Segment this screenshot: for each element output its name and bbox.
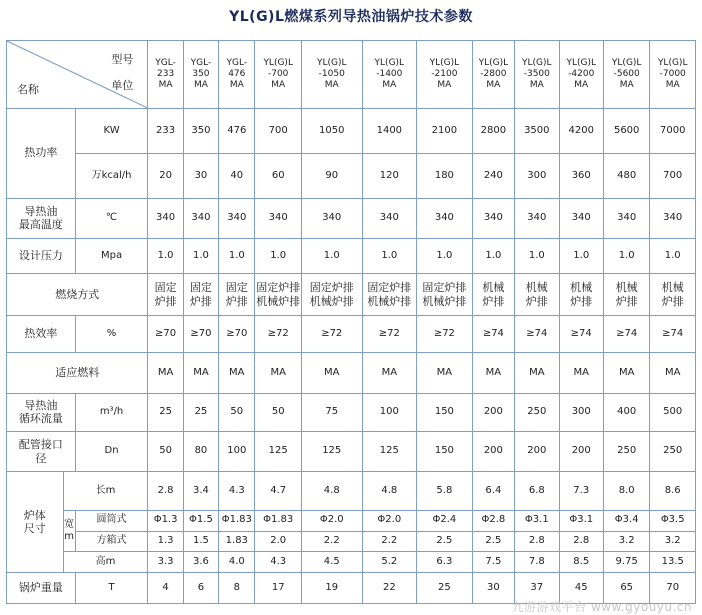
height-value: 8.5	[559, 552, 603, 573]
box-value: 3.2	[603, 531, 649, 552]
cylinder-label: 圆筒式	[75, 510, 148, 531]
length-value: 4.3	[219, 472, 255, 510]
max-temp-value: 340	[515, 198, 559, 239]
weight-value: 17	[255, 573, 301, 604]
efficiency-value: ≥72	[301, 315, 362, 352]
flow-unit: m³/h	[75, 393, 148, 431]
flow-value: 300	[559, 393, 603, 431]
model-line: YGL-	[190, 57, 212, 68]
efficiency-value: ≥74	[559, 315, 603, 352]
flow-label	[7, 393, 76, 431]
combustion-line: 炉排	[570, 294, 593, 308]
pipe-label	[7, 431, 76, 472]
fuel-value: MA	[362, 353, 417, 394]
kcal-value: 120	[362, 153, 417, 198]
spec-table	[6, 40, 696, 604]
fuel-value: MA	[148, 353, 183, 394]
kw-value: 233	[148, 108, 183, 153]
pipe-value: 250	[603, 431, 649, 472]
combustion-line: 机械	[570, 280, 593, 294]
cylinder-value: Φ1.83	[255, 510, 301, 531]
kcal-value: 700	[650, 153, 696, 198]
model-line: YL(G)L	[478, 57, 509, 68]
fuel-value: MA	[515, 353, 559, 394]
max-temp-value: 340	[362, 198, 417, 239]
kcal-value: 240	[472, 153, 514, 198]
pipe-value: 250	[650, 431, 696, 472]
max-temp-unit: ℃	[75, 198, 148, 239]
height-value: 4.5	[301, 552, 362, 573]
width-label	[63, 510, 75, 552]
width-line: m	[64, 531, 74, 543]
model-line: YL(G)L	[566, 57, 596, 68]
header-name-label: 名称	[17, 83, 39, 96]
height-value: 13.5	[650, 552, 696, 573]
model-line: MA	[665, 80, 680, 91]
efficiency-value: ≥70	[148, 315, 183, 352]
weight-value: 22	[362, 573, 417, 604]
flow-value: 250	[515, 393, 559, 431]
box-value: 1.5	[183, 531, 218, 552]
length-value: 8.6	[650, 472, 696, 510]
combustion-value	[219, 274, 255, 316]
box-value: 2.2	[362, 531, 417, 552]
table-row	[7, 198, 696, 239]
model-line: MA	[486, 80, 501, 91]
efficiency-value: ≥74	[515, 315, 559, 352]
model-line: -1050	[318, 68, 345, 79]
design-pressure-value: 1.0	[255, 239, 301, 274]
model-header	[148, 41, 183, 109]
design-pressure-value: 1.0	[148, 239, 183, 274]
weight-value: 37	[515, 573, 559, 604]
header-type-label: 型号	[111, 53, 134, 66]
length-value: 4.8	[301, 472, 362, 510]
weight-value: 6	[183, 573, 218, 604]
model-line: -4200	[568, 68, 595, 79]
kw-value: 476	[219, 108, 255, 153]
kcal-value: 40	[219, 153, 255, 198]
model-line: MA	[158, 80, 173, 91]
model-header	[219, 41, 255, 109]
length-value: 7.3	[559, 472, 603, 510]
height-value: 7.5	[472, 552, 514, 573]
table-row	[7, 510, 696, 531]
combustion-line: 机械	[525, 280, 548, 294]
combustion-value	[148, 274, 183, 316]
cylinder-value: Φ1.3	[148, 510, 183, 531]
kw-value: 4200	[559, 108, 603, 153]
table-row	[7, 315, 696, 352]
weight-value: 25	[417, 573, 473, 604]
kw-value: 3500	[515, 108, 559, 153]
model-line: YL(G)L	[522, 57, 552, 68]
cylinder-value: Φ2.0	[362, 510, 417, 531]
header-unit-label: 单位	[111, 79, 134, 92]
max-temp-value: 340	[148, 198, 183, 239]
flow-value: 100	[362, 393, 417, 431]
cylinder-value: Φ1.83	[219, 510, 255, 531]
combustion-line: 炉排	[154, 294, 177, 308]
table-row	[7, 472, 696, 510]
kcal-value: 180	[417, 153, 473, 198]
height-value: 4.0	[219, 552, 255, 573]
header-corner-cell	[7, 41, 148, 109]
combustion-line: 机械	[661, 280, 684, 294]
table-row	[7, 531, 696, 552]
combustion-line: 炉排	[615, 294, 638, 308]
combustion-line: 机械炉排	[367, 294, 412, 308]
flow-line: 导热油	[24, 398, 58, 412]
efficiency-value: ≥72	[255, 315, 301, 352]
design-pressure-value: 1.0	[417, 239, 473, 274]
model-header	[603, 41, 649, 109]
pipe-line: 径	[35, 451, 47, 465]
kcal-value: 60	[255, 153, 301, 198]
design-pressure-value: 1.0	[301, 239, 362, 274]
combustion-line: 固定	[189, 280, 212, 294]
combustion-line: 炉排	[482, 294, 505, 308]
model-line: -700	[267, 68, 289, 79]
box-value: 3.2	[650, 531, 696, 552]
furnace-size-line: 尺寸	[23, 522, 46, 536]
page-title: YL(G)L燃煤系列导热油锅炉技术参数	[229, 9, 473, 25]
kw-value: 1400	[362, 108, 417, 153]
efficiency-value: ≥72	[362, 315, 417, 352]
cylinder-value: Φ2.4	[417, 510, 473, 531]
flow-value: 200	[472, 393, 514, 431]
box-value: 2.5	[417, 531, 473, 552]
model-line: MA	[193, 80, 208, 91]
efficiency-label: 热效率	[7, 315, 76, 352]
furnace-size-line: 炉体	[23, 508, 46, 522]
max-temp-line: 最高温度	[18, 218, 63, 232]
combustion-line: 机械	[615, 280, 638, 294]
box-label: 方箱式	[75, 531, 148, 552]
box-value: 1.3	[148, 531, 183, 552]
heat-power-label: 热功率	[7, 108, 76, 198]
combustion-line: 固定炉排	[256, 280, 301, 294]
kw-value: 350	[183, 108, 218, 153]
design-pressure-unit: Mpa	[75, 239, 148, 274]
pipe-value: 125	[362, 431, 417, 472]
efficiency-unit: %	[75, 315, 148, 352]
flow-value: 150	[417, 393, 473, 431]
model-line: 233	[157, 68, 175, 79]
model-line: -2800	[480, 68, 507, 79]
kcal-value: 480	[603, 153, 649, 198]
height-label: 高m	[63, 552, 148, 573]
model-line: -3500	[523, 68, 550, 79]
design-pressure-value: 1.0	[362, 239, 417, 274]
kcal-value: 300	[515, 153, 559, 198]
max-temp-line: 导热油	[24, 204, 58, 218]
length-value: 4.8	[362, 472, 417, 510]
kw-unit: KW	[75, 108, 148, 153]
cylinder-value: Φ3.4	[603, 510, 649, 531]
model-line: MA	[574, 80, 589, 91]
model-line: YL(G)L	[316, 57, 347, 68]
design-pressure-value: 1.0	[183, 239, 218, 274]
pipe-value: 200	[559, 431, 603, 472]
combustion-line: 机械炉排	[256, 294, 301, 308]
pipe-value: 200	[515, 431, 559, 472]
height-value: 4.3	[255, 552, 301, 573]
model-header	[515, 41, 559, 109]
diagonal-divider	[7, 41, 147, 108]
max-temp-value: 340	[472, 198, 514, 239]
cylinder-value: Φ2.8	[472, 510, 514, 531]
furnace-size-label	[7, 472, 64, 573]
weight-unit: T	[75, 573, 148, 604]
flow-value: 500	[650, 393, 696, 431]
combustion-value	[650, 274, 696, 316]
kw-value: 1050	[301, 108, 362, 153]
cylinder-value: Φ3.1	[515, 510, 559, 531]
model-header	[301, 41, 362, 109]
model-header	[417, 41, 473, 109]
fuel-label: 适应燃料	[7, 353, 148, 394]
kcal-value: 360	[559, 153, 603, 198]
combustion-line: 固定炉排	[367, 280, 412, 294]
design-pressure-value: 1.0	[472, 239, 514, 274]
model-line: YL(G)L	[657, 57, 688, 68]
pipe-value: 80	[183, 431, 218, 472]
model-line: 350	[192, 68, 210, 79]
height-value: 5.2	[362, 552, 417, 573]
cylinder-value: Φ3.5	[650, 510, 696, 531]
watermark: 九游游戏平台 www.gyouyu.cn	[511, 600, 692, 614]
model-header	[255, 41, 301, 109]
flow-value: 25	[148, 393, 183, 431]
flow-value: 50	[255, 393, 301, 431]
fuel-value: MA	[183, 353, 218, 394]
combustion-line: 机械炉排	[309, 294, 354, 308]
kcal-value: 30	[183, 153, 218, 198]
height-value: 7.8	[515, 552, 559, 573]
flow-value: 25	[183, 393, 218, 431]
weight-value: 19	[301, 573, 362, 604]
height-value: 9.75	[603, 552, 649, 573]
kw-value: 5600	[603, 108, 649, 153]
efficiency-value: ≥70	[219, 315, 255, 352]
combustion-value	[515, 274, 559, 316]
model-line: -2100	[431, 68, 458, 79]
model-header	[183, 41, 218, 109]
model-line: YGL-	[226, 57, 248, 68]
combustion-value	[255, 274, 301, 316]
model-line: -5600	[613, 68, 640, 79]
height-value: 3.6	[183, 552, 218, 573]
model-line: -1400	[376, 68, 403, 79]
pipe-value: 200	[472, 431, 514, 472]
length-value: 6.8	[515, 472, 559, 510]
cylinder-value: Φ3.1	[559, 510, 603, 531]
pipe-value: 50	[148, 431, 183, 472]
combustion-line: 固定	[154, 280, 177, 294]
model-header	[362, 41, 417, 109]
efficiency-value: ≥72	[417, 315, 473, 352]
weight-value: 70	[650, 573, 696, 604]
length-value: 2.8	[148, 472, 183, 510]
combustion-value	[417, 274, 473, 316]
combustion-line: 炉排	[661, 294, 684, 308]
weight-value: 4	[148, 573, 183, 604]
pipe-unit: Dn	[75, 431, 148, 472]
combustion-line: 炉排	[189, 294, 212, 308]
combustion-value	[362, 274, 417, 316]
cylinder-value: Φ1.5	[183, 510, 218, 531]
fuel-value: MA	[219, 353, 255, 394]
pipe-value: 150	[417, 431, 473, 472]
efficiency-value: ≥70	[183, 315, 218, 352]
fuel-value: MA	[472, 353, 514, 394]
max-temp-value: 340	[219, 198, 255, 239]
model-line: MA	[529, 80, 544, 91]
length-value: 5.8	[417, 472, 473, 510]
model-header	[559, 41, 603, 109]
combustion-line: 固定炉排	[422, 280, 467, 294]
length-value: 4.7	[255, 472, 301, 510]
kcal-unit: 万kcal/h	[75, 153, 148, 198]
weight-label: 锅炉重量	[7, 573, 76, 604]
max-temp-value: 340	[301, 198, 362, 239]
fuel-value: MA	[559, 353, 603, 394]
combustion-label: 燃烧方式	[7, 274, 148, 316]
box-value: 1.83	[219, 531, 255, 552]
fuel-value: MA	[301, 353, 362, 394]
table-row	[7, 552, 696, 573]
width-line: 宽	[64, 518, 75, 530]
box-value: 2.8	[559, 531, 603, 552]
table-row	[7, 274, 696, 316]
max-temp-value: 340	[255, 198, 301, 239]
combustion-value	[301, 274, 362, 316]
kw-value: 700	[255, 108, 301, 153]
box-value: 2.2	[301, 531, 362, 552]
efficiency-value: ≥74	[650, 315, 696, 352]
model-line: YL(G)L	[611, 57, 642, 68]
flow-line: 循环流量	[18, 412, 63, 426]
kw-value: 2100	[417, 108, 473, 153]
model-line: YL(G)L	[374, 57, 405, 68]
length-value: 6.4	[472, 472, 514, 510]
model-header	[650, 41, 696, 109]
pipe-line: 配管接口	[18, 437, 63, 451]
model-line: MA	[382, 80, 397, 91]
fuel-value: MA	[603, 353, 649, 394]
table-row	[7, 431, 696, 472]
length-value: 8.0	[603, 472, 649, 510]
flow-value: 50	[219, 393, 255, 431]
kw-value: 2800	[472, 108, 514, 153]
model-line: MA	[229, 80, 244, 91]
combustion-value	[472, 274, 514, 316]
max-temp-value: 340	[417, 198, 473, 239]
table-row	[7, 153, 696, 198]
design-pressure-value: 1.0	[219, 239, 255, 274]
max-temp-value: 340	[559, 198, 603, 239]
weight-value: 65	[603, 573, 649, 604]
flow-value: 75	[301, 393, 362, 431]
model-line: 476	[228, 68, 246, 79]
kcal-value: 90	[301, 153, 362, 198]
combustion-line: 机械炉排	[422, 294, 467, 308]
weight-value: 8	[219, 573, 255, 604]
combustion-line: 固定	[225, 280, 248, 294]
design-pressure-value: 1.0	[515, 239, 559, 274]
pipe-value: 100	[219, 431, 255, 472]
model-line: YGL-	[155, 57, 176, 68]
model-line: MA	[619, 80, 634, 91]
table-row	[7, 393, 696, 431]
flow-value: 400	[603, 393, 649, 431]
weight-value: 45	[559, 573, 603, 604]
model-line: YL(G)L	[263, 57, 293, 68]
kw-value: 7000	[650, 108, 696, 153]
box-value: 2.5	[472, 531, 514, 552]
model-line: MA	[324, 80, 339, 91]
table-row	[7, 41, 696, 109]
max-temp-value: 340	[603, 198, 649, 239]
model-line: YL(G)L	[429, 57, 460, 68]
combustion-value	[183, 274, 218, 316]
box-value: 2.0	[255, 531, 301, 552]
cylinder-value: Φ2.0	[301, 510, 362, 531]
design-pressure-value: 1.0	[559, 239, 603, 274]
combustion-line: 机械	[482, 280, 505, 294]
table-row	[7, 353, 696, 394]
box-value: 2.8	[515, 531, 559, 552]
model-header	[472, 41, 514, 109]
fuel-value: MA	[650, 353, 696, 394]
combustion-line: 炉排	[525, 294, 548, 308]
max-temp-value: 340	[650, 198, 696, 239]
fuel-value: MA	[255, 353, 301, 394]
combustion-value	[559, 274, 603, 316]
table-row	[7, 239, 696, 274]
combustion-line: 固定炉排	[309, 280, 354, 294]
length-value: 3.4	[183, 472, 218, 510]
efficiency-value: ≥74	[603, 315, 649, 352]
model-line: MA	[437, 80, 452, 91]
combustion-line: 炉排	[225, 294, 248, 308]
kcal-value: 20	[148, 153, 183, 198]
model-line: -7000	[659, 68, 686, 79]
weight-value: 30	[472, 573, 514, 604]
efficiency-value: ≥74	[472, 315, 514, 352]
pipe-value: 125	[255, 431, 301, 472]
combustion-value	[603, 274, 649, 316]
design-pressure-value: 1.0	[603, 239, 649, 274]
height-value: 3.3	[148, 552, 183, 573]
height-value: 6.3	[417, 552, 473, 573]
max-temp-label	[7, 198, 76, 239]
design-pressure-label: 设计压力	[7, 239, 76, 274]
table-row	[7, 108, 696, 153]
length-label: 长m	[63, 472, 148, 510]
pipe-value: 125	[301, 431, 362, 472]
max-temp-value: 340	[183, 198, 218, 239]
fuel-value: MA	[417, 353, 473, 394]
design-pressure-value: 1.0	[650, 239, 696, 274]
model-line: MA	[271, 80, 286, 91]
